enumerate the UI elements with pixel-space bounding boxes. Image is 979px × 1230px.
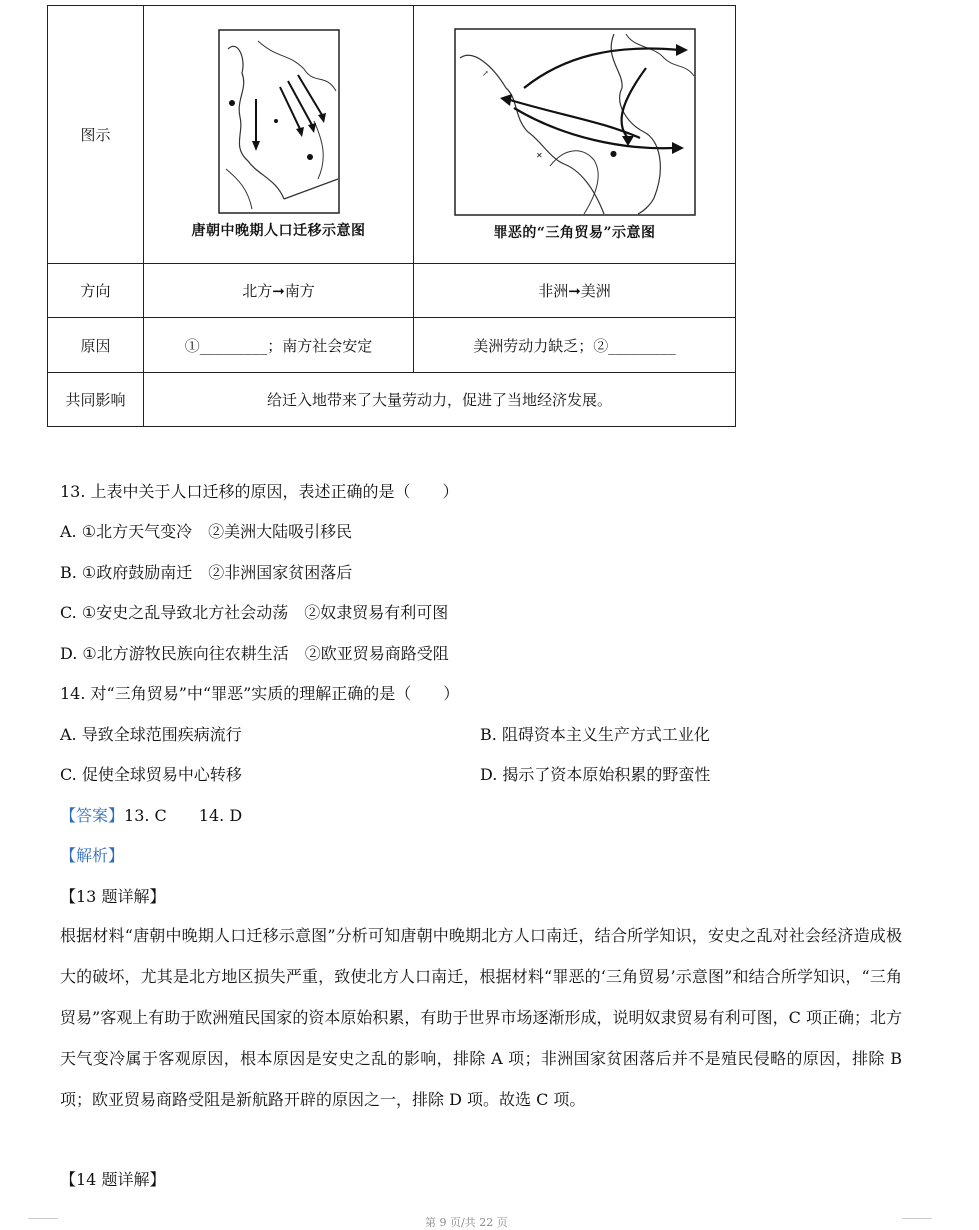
row-label-reason: 原因 xyxy=(48,318,144,372)
row-label-impact: 共同影响 xyxy=(48,372,144,426)
map2-cell xyxy=(414,6,736,264)
q13-stem: 13. 上表中关于人口迁移的原因，表述正确的是（ ） xyxy=(60,482,459,501)
tang-migration-map xyxy=(218,29,340,214)
page-footer xyxy=(0,1212,979,1229)
page-number: 第 9 页/共 22 页 xyxy=(425,1216,508,1229)
common-impact: 给迁入地带来了大量劳动力，促进了当地经济发展。 xyxy=(144,372,736,426)
comparison-table xyxy=(47,5,736,427)
map1-cell xyxy=(144,6,414,264)
detail14-label: 【14 题详解】 xyxy=(60,1170,166,1189)
q14-option-a: A. 导致全球范围疾病流行 xyxy=(60,725,242,744)
detail13-label: 【13 题详解】 xyxy=(60,887,166,906)
q14-option-c: C. 促使全球贸易中心转移 xyxy=(60,765,242,784)
map1-caption: 唐朝中晚期人口迁移示意图 xyxy=(191,223,366,240)
answer-label: 【答案】 xyxy=(60,806,125,825)
footer-rule-left xyxy=(28,1218,58,1219)
q14-option-b: B. 阻碍资本主义生产方式工业化 xyxy=(480,725,710,744)
q13-option-c: C. ①安史之乱导致北方社会动荡 ②奴隶贸易有利可图 xyxy=(60,603,449,622)
svg-text:●: ● xyxy=(609,148,617,158)
answer-line xyxy=(60,803,242,826)
q13-option-d: D. ①北方游牧民族向往农耕生活 ②欧亚贸易商路受阻 xyxy=(60,644,449,663)
q13-option-b: B. ①政府鼓励南迁 ②非洲国家贫困落后 xyxy=(60,563,353,582)
analysis-label: 【解析】 xyxy=(60,846,125,865)
row-label-direction: 方向 xyxy=(48,264,144,318)
reason-2: 美洲劳动力缺乏；②_________ xyxy=(414,318,736,372)
svg-text:✕: ✕ xyxy=(535,150,543,160)
direction-2: 非洲➞美洲 xyxy=(414,264,736,318)
q14-stem: 14. 对“三角贸易”中“罪恶”实质的理解正确的是（ ） xyxy=(60,684,460,703)
detail13-text: 根据材料“唐朝中晚期人口迁移示意图”分析可知唐朝中晚期北方人口南迁，结合所学知识，安史之乱对社会经济造成极大的破坏，尤其是北方地区损失严重，致使北方人口南迁，根据材料“罪恶的‘三角贸易’示意图”和结合所学知识，“三角贸易”客观上有助于欧洲殖民国家的资本原始积累，有助于世界市场逐渐形成，说明奴隶贸易有利可图，C 项正确；北方天气变冷属于客观原因，根本原因是安史之乱的影响，排除 A 项；非洲国家贫困落后并不是殖民侵略的原因，排除 B 项；欧亚贸易商路受阻是新航路开辟的原因之一，排除 D 项。故选 C 项。 xyxy=(60,926,902,1109)
triangle-trade-map xyxy=(454,28,696,216)
reason-1: ①_________；南方社会安定 xyxy=(144,318,414,372)
map2-caption: 罪恶的“三角贸易”示意图 xyxy=(493,224,656,241)
footer-rule-right xyxy=(902,1218,932,1219)
row-label-illustration: 图示 xyxy=(48,6,144,264)
direction-1: 北方➞南方 xyxy=(144,264,414,318)
answer-text: 13. C 14. D xyxy=(124,806,243,825)
q13-option-a: A. ①北方天气变冷 ②美洲大陆吸引移民 xyxy=(60,522,353,541)
svg-text:↗: ↗ xyxy=(481,68,489,78)
q14-option-d: D. 揭示了资本原始积累的野蛮性 xyxy=(480,765,711,784)
